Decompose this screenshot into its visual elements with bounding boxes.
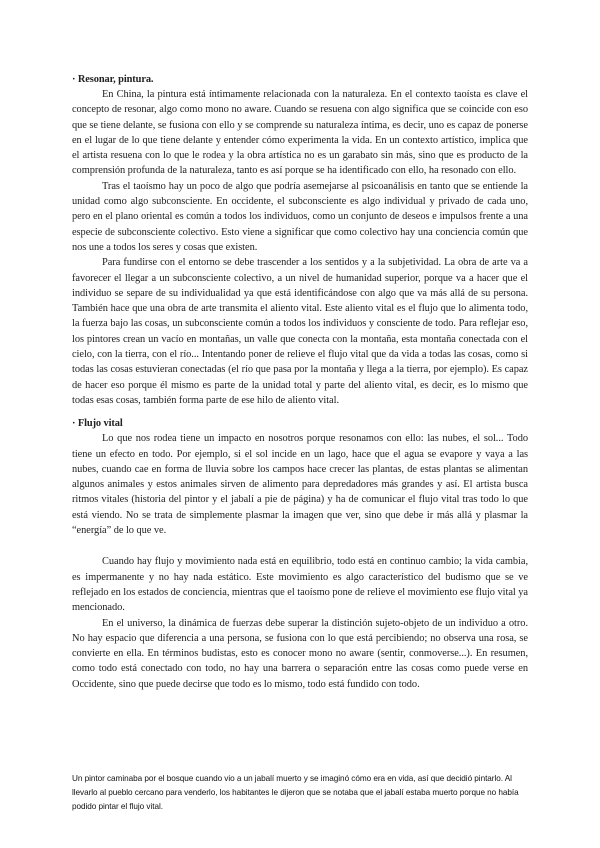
paragraph: En el universo, la dinámica de fuerzas debe superar la distinción sujeto-objeto de un individuo a otro. No hay espacio que diferencia a una persona, se fusiona con lo que está percibiendo; no observa una rosa, se convierte en ella. En términos budistas, esto es conocer mono no aware (sentir, conmoverse...). En resumen, como todo está conectado con todo, no hay una barrera o separación entre las cosas como puede verse en Occidente, sino que puede decirse que todo es lo mismo, todo está fundido con todo. [72,617,528,690]
paragraph: Para fundirse con el entorno se debe trascender a los sentidos y a la subjetividad. La obra de arte va a favorecer el llegar a un subconsciente colectivo, a un nivel de humanidad superior, porque va a hacer que el individuo se separe de su individualidad ya que está identificándose con algo que va más allá de su persona. También hace que una obra de arte transmita el aliento vital. Este aliento vital es el flujo que lo alimenta todo, la fuerza bajo las cosas, un subconsciente común a todos los individuos y consciente de todo. Para reflejar eso, los pintores crean un vacío en montañas, un valle que conecta con la montaña, esta montaña conectada con el cielo, con la tierra, con el río... Intentando poner de relieve el flujo vital que da vida a todas las cosas, como si todas las cosas estuvieran conectadas (el río que pasa por la montaña y llega a la tierra, por ejemplo). Es capaz de hacer eso porque él mismo es parte de la unidad total y parte del aliento vital, es decir, es lo mismo que todas esas cosas, también forma parte de ese hilo de aliento vital. [72,257,528,406]
paragraph: Tras el taoísmo hay un poco de algo que podría asemejarse al psicoanálisis en tanto que se entiende la unidad como algo subconsciente. En occidente, el subconsciente es algo individual y privado de cada uno, pero en el plano oriental es común a todos los individuos, como un conjunto de deseos e impulsos frente a una especie de subconsciente colectivo. Esto viene a significar que como colectivo hay una conciencia común que nos une a todos los seres y cosas que existen. [72,180,528,253]
paragraph: Cuando hay flujo y movimiento nada está en equilibrio, todo está en continuo cambio; la vida cambia, es impermanente y no hay nada estático. Este movimiento es algo característico del budismo que se ve reflejado en los estados de conciencia, mientras que el taoísmo pone de relieve el movimiento ese flujo vital ya mencionado. [72,556,528,614]
document-body [72,72,528,692]
spacer [72,408,528,416]
section-heading-flujo-vital: · Flujo vital [72,418,123,430]
paragraph: En China, la pintura está íntimamente relacionada con la naturaleza. En el contexto taoísta es clave el concepto de resonar, algo como mono no aware. Cuando se resuena con algo significa que se coincide con eso que se tiene delante, se fusiona con ello y se comprende su naturaleza íntima, es decir, uno es capaz de ponerse en el lugar de lo que tiene delante y entender cómo experimenta la vida. En un contexto artístico, implica que el artista resuena con lo que le rodea y la obra artística no es un garabato sin más, sino que es producto de la comprensión profunda de la naturaleza, tanto es así porque se ha identificado con ello, ha resonado con ello. [72,89,528,177]
paragraph: Lo que nos rodea tiene un impacto en nosotros porque resonamos con ello: las nubes, el sol... Todo tiene un efecto en todo. Por ejemplo, si el sol incide en un lago, hace que el agua se evapore y vaya a las nubes, cuando cae en forma de lluvia sobre los campos hace crecer las plantas, de estas plantas se alimentan algunos animales y estos animales sirven de alimento para depredadores más grandes y así. El artista busca ritmos vitales (historia del pintor y el jabalí a pie de página) y ha de comunicar el flujo vital tras todo lo que está viendo. No se trata de simplemente plasmar la imagen que ver, sino que debe ir más allá y plasmar la “energía” de lo que ve. [72,433,528,537]
footnote: Un pintor caminaba por el bosque cuando vio a un jabalí muerto y se imaginó cómo era en vida, así que decidió pintarlo. Al llevarlo al pueblo cercano para venderlo, los habitantes le dijeron que se notaba que el jabalí estaba muerto porque no había podido pintar el flujo vital. [72,774,519,812]
spacer [72,538,528,554]
section-heading-resonar: · Resonar, pintura. [72,74,154,85]
